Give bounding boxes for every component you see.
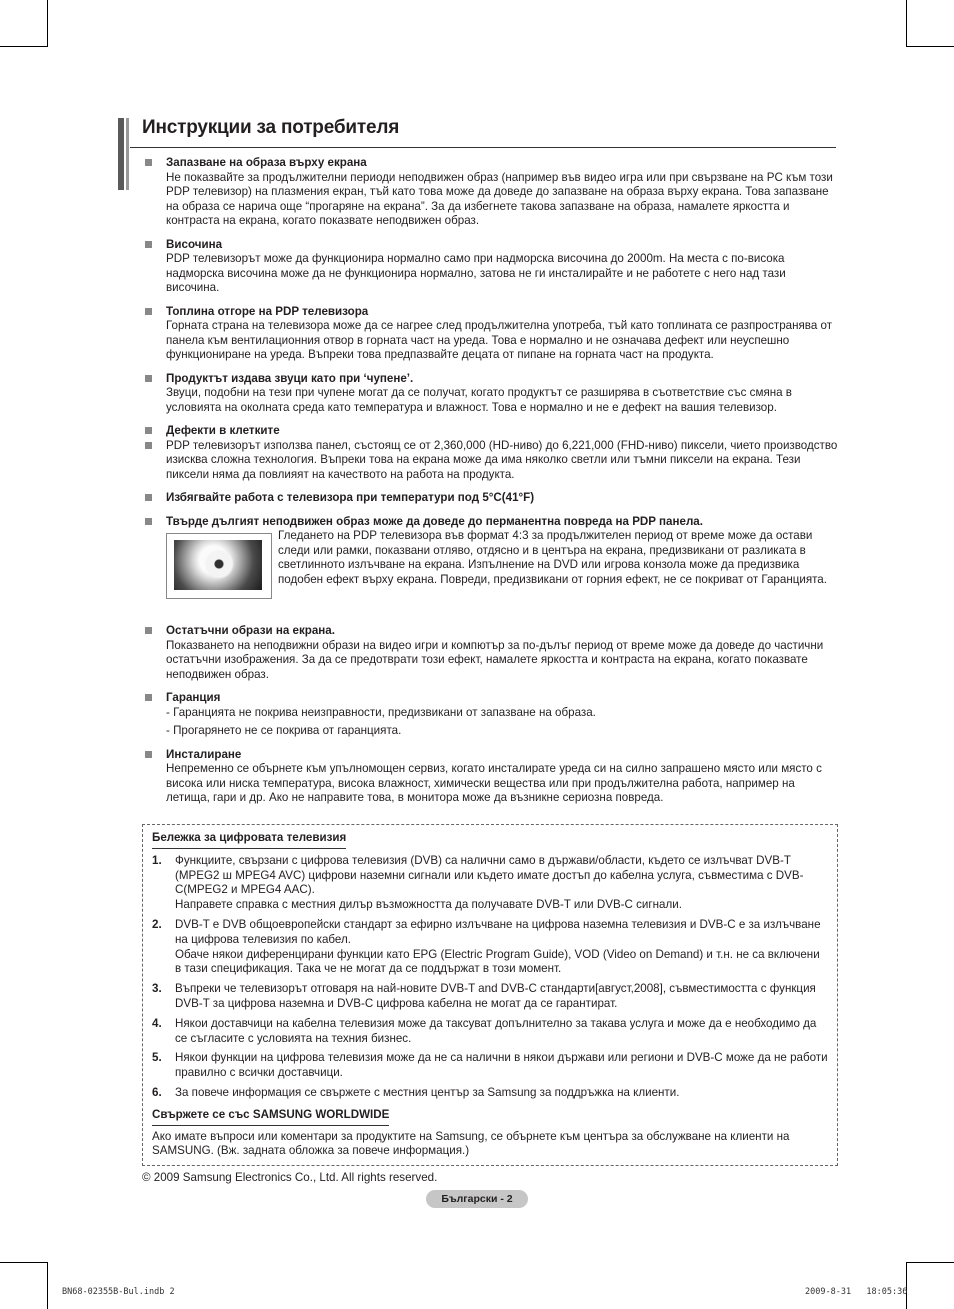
warranty-line: - Гаранцията не покрива неизправности, предизвикани от запазване на образа. bbox=[166, 705, 596, 719]
page-title: Инструкции за потребителя bbox=[142, 117, 400, 138]
section-temperature bbox=[142, 491, 838, 506]
section-permanent-damage bbox=[142, 515, 838, 616]
section-cell-defects bbox=[142, 424, 838, 482]
section-text: Гледането на PDP телевизора във формат 4:3 за продължителен период от време може да остави следи или рамки, показвани отляво, отдясно и в центъра на екрана, предизвикани от разликата в светлинното излъчване на екрана. Изпълнение на DVD или игрова конзола може да предизвика подобен ефект върху екрана. Повреди, предизвикани от горния ефект, не се покриват от Гаранцията. bbox=[278, 529, 827, 586]
square-bullet-icon bbox=[145, 241, 152, 248]
section-title: Топлина отгоре на PDP телевизора bbox=[166, 304, 369, 318]
note-item-number: 4. bbox=[152, 1016, 162, 1030]
note-item-text: Функциите, свързани с цифрова телевизия (DVB) са налични само в държави/области, където се излъчват DVB-T (MPEG2 ш MPEG4 AVC) цифрови наземни сигнали или където имате достъп до кабелна услуга, съвместима с DVB-C(MPEG2 и MPEG4 AAC). bbox=[175, 853, 804, 897]
note-item-text: DVB-T е DVB общоевропейски стандарт за ефирно излъчване на цифрова наземна телевизия и DVB-C е за излъчване на цифрова телевизия по кабел. bbox=[175, 917, 821, 946]
section-text: Не показвайте за продължителни периоди неподвижен образ (например във видео игра или при свързване на PC към този PDP телевизор) на плазмения екран, тъй като това може да доведе до запазване на образа върху екрана. Това запазване на образа се нарича още “прогаряне на екрана”. За да избегнете такова запазване на образа, намалете яркостта и контраста на екрана, когато показвате неподвижен образ. bbox=[166, 170, 833, 227]
main-content bbox=[142, 156, 838, 815]
section-warranty bbox=[142, 691, 838, 739]
section-title: Продуктът издава звуци като при ‘чупене’. bbox=[166, 371, 414, 385]
note-item-number: 3. bbox=[152, 982, 162, 996]
section-title: Височина bbox=[166, 237, 223, 251]
crop-mark bbox=[906, 1262, 954, 1263]
crop-mark bbox=[0, 1262, 48, 1263]
note-item bbox=[152, 1017, 828, 1047]
digital-tv-note-box bbox=[142, 824, 838, 1166]
note-heading: Бележка за цифровата телевизия bbox=[152, 831, 346, 849]
title-accent-bar-light bbox=[126, 118, 129, 190]
section-title: Дефекти в клетките bbox=[166, 424, 280, 437]
crop-mark bbox=[47, 1262, 48, 1309]
note-item-number: 2. bbox=[152, 917, 162, 931]
image-text-block bbox=[166, 529, 838, 615]
tv-screen-image bbox=[166, 533, 272, 599]
square-bullet-icon bbox=[145, 494, 152, 501]
square-bullet-icon bbox=[145, 375, 152, 382]
note-item-number: 1. bbox=[152, 853, 162, 867]
contact-heading: Свържете се със SAMSUNG WORLDWIDE bbox=[152, 1108, 389, 1126]
flower-icon bbox=[204, 549, 234, 579]
section-text: Непременно се обърнете към упълномощен сервиз, когато инсталирате уреда си на силно запрашено място или място с висока или ниска температура, висока влажност, химически вещества или при продължителна работа, например на летища, гари и др. Ако не направите това, в монитора може да възникне сериозна повреда. bbox=[166, 762, 822, 804]
section-cracking-sounds bbox=[142, 372, 838, 416]
title-rule bbox=[130, 147, 836, 148]
section-text: Звуци, подобни на тези при чупене могат да се получат, когато продуктът се разширява в съответствие със смяна в условията на околната среда като температура и влажност. Това е нормално и не е дефект на вашия телевизор. bbox=[166, 386, 792, 414]
note-item-text: Някои функции на цифрова телевизия може да не са налични в някои държави или региони и DVB-C може да не работи правилно с всички доставчици. bbox=[175, 1051, 828, 1080]
section-title: Твърде дългият неподвижен образ може да доведе до перманентна повреда на PDP панела. bbox=[166, 514, 703, 528]
note-item-number: 5. bbox=[152, 1051, 162, 1065]
copyright-text: © 2009 Samsung Electronics Co., Ltd. All rights reserved. bbox=[142, 1171, 438, 1184]
section-installation bbox=[142, 748, 838, 806]
section-text: PDP телевизорът използва панел, състоящ се от 2,360,000 (HD-ниво) до 6,221,000 (FHD-ниво) пиксели, чието производство изисква сложна технология. Въпреки това на екрана може да има няколко светли или тъмни пиксели на екрана. Тези пиксели няма да повлияят на качеството на работа на продукта. bbox=[166, 438, 838, 481]
note-item-text: Някои доставчици на кабелна телевизия може да таксуват допълнително за такава услуга и може да е необходимо да се съгласите с условията на техния бизнес. bbox=[175, 1016, 817, 1045]
note-item-extra: Направете справка с местния дилър възможността да получавате DVB-T или DVB-C сигнали. bbox=[175, 898, 682, 912]
crop-mark bbox=[0, 46, 48, 47]
section-title: Избягвайте работа с телевизора при температури под 5°C(41°F) bbox=[166, 491, 535, 504]
square-bullet-icon bbox=[145, 627, 152, 634]
note-item-number: 6. bbox=[152, 1085, 162, 1099]
note-item-extra: Обаче някои диференцирани функции като EPG (Electric Program Guide), VOD (Video on Demand) и т.н. не са включени в тази спецификация. Така че не могат да се поддържат в този момент. bbox=[175, 947, 820, 976]
section-title: Остатъчни образи на екрана. bbox=[166, 624, 335, 637]
section-image-retention bbox=[142, 156, 838, 229]
flower-picture bbox=[174, 540, 262, 590]
section-title: Гаранция bbox=[166, 691, 221, 704]
print-timestamp: 2009-8-31 18:05:36 bbox=[805, 1287, 908, 1297]
section-text: Горната страна на телевизора може да се нагрее след продължителна употреба, тъй като топлината се разпространява от панела към вентилационния отвор в горната част на уреда. Това е нормално и не означава дефект или неуспешно функциониране на уреда. Въпреки това предпазвайте децата от пипане на горната част на продукта. bbox=[166, 319, 833, 361]
warranty-line: - Прогарянето не се покрива от гаранцията. bbox=[166, 724, 402, 737]
section-title: Инсталиране bbox=[166, 747, 242, 761]
square-bullet-icon bbox=[145, 308, 152, 315]
print-file-label: BN68-02355B-Bul.indb 2 bbox=[62, 1287, 175, 1297]
note-item bbox=[152, 918, 828, 977]
section-afterimages bbox=[142, 624, 838, 682]
contact-text: Ако имате въпроси или коментари за продуктите на Samsung, се обърнете към центъра за обслужване на клиенти на SAMSUNG. (Вж. задната обложка за повече информация.) bbox=[152, 1129, 790, 1158]
note-item bbox=[152, 982, 828, 1012]
note-item bbox=[152, 1086, 828, 1101]
note-content bbox=[152, 831, 828, 1159]
note-item bbox=[152, 854, 828, 913]
note-item-text: За повече информация се свържете с местния център за Samsung за поддръжка на клиенти. bbox=[175, 1085, 680, 1099]
section-text: Показването на неподвижни образи на видео игри и компютър за по-дълъг период от време може да доведе до частични остатъчни изображения. За да се предотврати този ефект, намалете яркостта и контраста на екрана, когато показвате неподвижен образ. bbox=[166, 638, 824, 681]
section-title: Запазване на образа върху екрана bbox=[166, 156, 367, 169]
square-bullet-icon bbox=[145, 427, 152, 434]
square-bullet-icon bbox=[145, 518, 152, 525]
note-item-text: Въпреки че телевизорът отговаря на най-новите DVB-T and DVB-C стандарти[август,2008], съвместимостта с функция DVB-T за цифрова наземна и DVB-C цифрова кабелна не могат да се гарантират. bbox=[175, 982, 816, 1010]
crop-mark bbox=[906, 0, 907, 47]
crop-mark bbox=[47, 0, 48, 47]
crop-mark bbox=[906, 1262, 907, 1309]
square-bullet-icon bbox=[145, 694, 152, 701]
section-text: PDP телевизорът може да функционира нормално само при надморска височина до 2000m. На места с по-висока надморска височина може да не функционира нормално, затова не ги инсталирайте и не работете с него над тази височина. bbox=[166, 252, 786, 294]
section-heat bbox=[142, 305, 838, 363]
square-bullet-icon bbox=[145, 159, 152, 166]
section-altitude bbox=[142, 238, 838, 296]
crop-mark bbox=[906, 46, 954, 47]
title-accent-bar bbox=[118, 118, 124, 190]
square-bullet-icon bbox=[145, 442, 152, 449]
page-number-badge: Български - 2 bbox=[426, 1190, 528, 1208]
square-bullet-icon bbox=[145, 751, 152, 758]
note-item bbox=[152, 1051, 828, 1081]
